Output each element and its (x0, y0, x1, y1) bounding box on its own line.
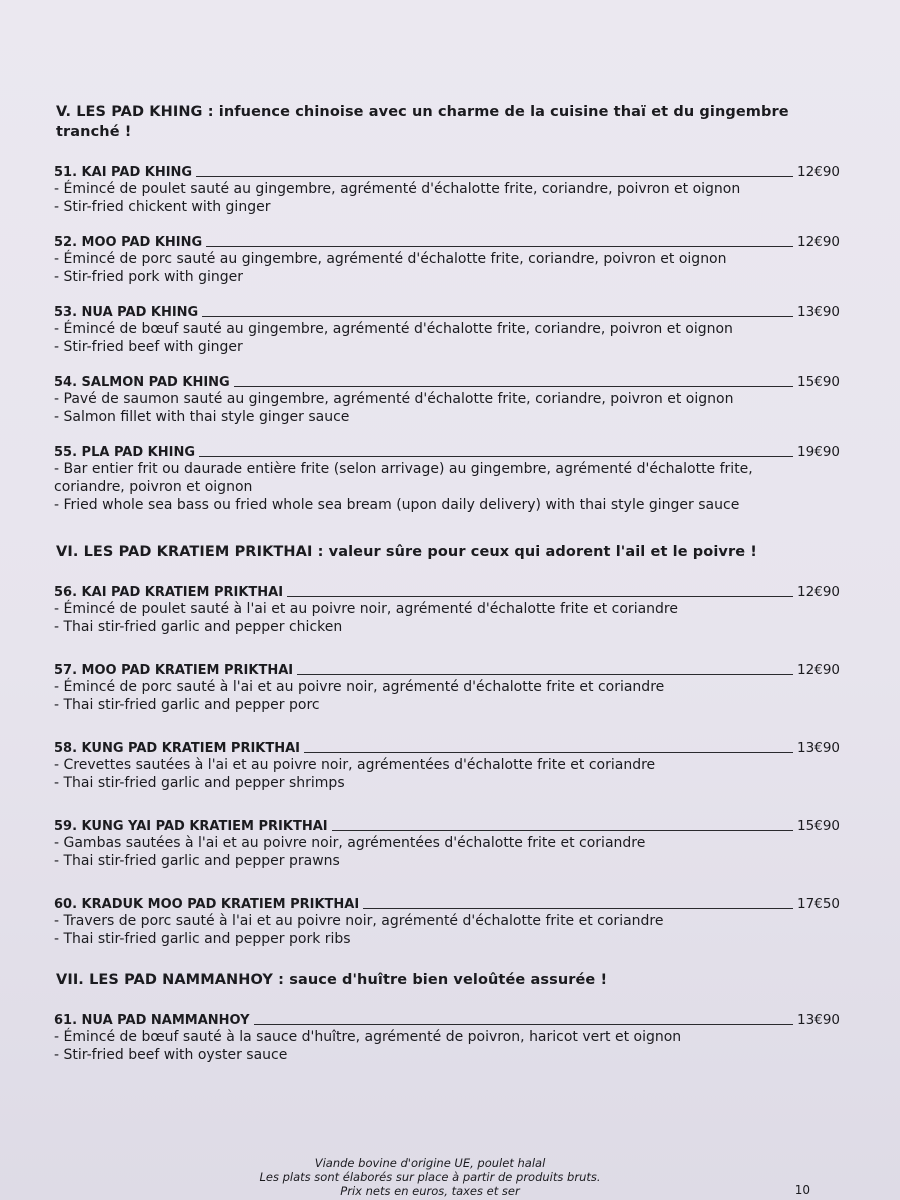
dotted-leader (199, 456, 793, 457)
dish-description: - Fried whole sea bass ou fried whole sea bream (upon daily delivery) with thai style ginger sauce (54, 497, 740, 513)
menu-item-header (54, 1008, 840, 1028)
dish-description: coriandre, poivron et oignon (54, 479, 253, 495)
menu-item-header (54, 892, 840, 912)
dish-description: - Émincé de bœuf sauté à la sauce d'huître, agrémenté de poivron, haricot vert et oignon (54, 1029, 682, 1045)
menu-item-header (54, 658, 840, 678)
dish-description: - Bar entier frit ou daurade entière frite (selon arrivage) au gingembre, agrémenté d'échalotte frite, (54, 461, 753, 477)
menu-item-header (54, 736, 840, 756)
footer-line: Viande bovine d'origine UE, poulet halal (314, 1156, 546, 1170)
menu-item-header (54, 440, 840, 460)
menu-item (54, 892, 840, 948)
dish-name: 53. NUA PAD KHING (54, 305, 199, 320)
dish-price: 12€90 (797, 234, 840, 250)
dish-price: 15€90 (797, 818, 840, 834)
dish-description: - Stir-fried pork with ginger (54, 269, 244, 285)
menu-item-header (54, 230, 840, 250)
dish-name: 51. KAI PAD KHING (54, 165, 193, 180)
menu-item (54, 300, 840, 356)
dotted-leader (202, 316, 793, 317)
menu-item (54, 814, 840, 870)
dish-description: - Thai stir-fried garlic and pepper pork ribs (54, 931, 351, 947)
menu-section (26, 970, 840, 1064)
menu-section (26, 542, 840, 948)
dish-price: 12€90 (797, 662, 840, 678)
menu-item-header (54, 370, 840, 390)
dish-price: 13€90 (797, 304, 840, 320)
dotted-leader (287, 596, 793, 597)
dish-name: 60. KRADUK MOO PAD KRATIEM PRIKTHAI (54, 897, 360, 912)
dotted-leader (363, 908, 793, 909)
dish-name: 57. MOO PAD KRATIEM PRIKTHAI (54, 663, 294, 678)
menu-item (54, 370, 840, 426)
dish-name: 55. PLA PAD KHING (54, 445, 196, 460)
menu-footer (200, 1156, 660, 1198)
dish-description: - Émincé de poulet sauté à l'ai et au poivre noir, agrémenté d'échalotte frite et coriandre (54, 601, 678, 617)
dish-description: - Stir-fried beef with ginger (54, 339, 243, 355)
menu-item (54, 160, 840, 216)
section-title: V. LES PAD KHING : infuence chinoise avec un charme de la cuisine thaï et du gingembre tranché ! (56, 104, 789, 140)
page-number: 10 (794, 1183, 810, 1197)
dish-description: - Thai stir-fried garlic and pepper porc (54, 697, 320, 713)
dish-description: - Gambas sautées à l'ai et au poivre noir, agrémentées d'échalotte frite et coriandre (54, 835, 646, 851)
dish-price: 12€90 (797, 164, 840, 180)
dish-description: - Stir-fried chickent with ginger (54, 199, 271, 215)
dish-name: 59. KUNG YAI PAD KRATIEM PRIKTHAI (54, 819, 328, 834)
menu-section (26, 102, 840, 514)
dish-description: - Émincé de poulet sauté au gingembre, agrémenté d'échalotte frite, coriandre, poivron et oignon (54, 181, 741, 197)
section-title: VI. LES PAD KRATIEM PRIKTHAI : valeur sûre pour ceux qui adorent l'ail et le poivre ! (56, 544, 757, 560)
dish-price: 13€90 (797, 740, 840, 756)
dish-description: - Émincé de porc sauté au gingembre, agrémenté d'échalotte frite, coriandre, poivron et oignon (54, 251, 727, 267)
dish-description: - Salmon fillet with thai style ginger sauce (54, 409, 350, 425)
dish-name: 56. KAI PAD KRATIEM PRIKTHAI (54, 585, 284, 600)
section-title: VII. LES PAD NAMMANHOY : sauce d'huître bien veloûtée assurée ! (56, 972, 608, 988)
dish-description: - Stir-fried beef with oyster sauce (54, 1047, 288, 1063)
dish-name: 52. MOO PAD KHING (54, 235, 203, 250)
dish-description: - Thai stir-fried garlic and pepper prawns (54, 853, 340, 869)
dish-description: - Émincé de porc sauté à l'ai et au poivre noir, agrémenté d'échalotte frite et coriandre (54, 679, 665, 695)
dotted-leader (297, 674, 793, 675)
menu-item (54, 580, 840, 636)
dish-price: 19€90 (797, 444, 840, 460)
dish-description: - Thai stir-fried garlic and pepper shrimps (54, 775, 345, 791)
menu-item-header (54, 300, 840, 320)
footer-line: Les plats sont élaborés sur place à partir de produits bruts. (259, 1170, 601, 1184)
dish-description: - Thai stir-fried garlic and pepper chicken (54, 619, 343, 635)
dish-description: - Travers de porc sauté à l'ai et au poivre noir, agrémenté d'échalotte frite et coriandre (54, 913, 664, 929)
dotted-leader (206, 246, 793, 247)
dotted-leader (234, 386, 793, 387)
menu-item (54, 230, 840, 286)
dish-description: - Émincé de bœuf sauté au gingembre, agrémenté d'échalotte frite, coriandre, poivron et oignon (54, 321, 733, 337)
menu-item (54, 658, 840, 714)
dish-price: 13€90 (797, 1012, 840, 1028)
dish-name: 58. KUNG PAD KRATIEM PRIKTHAI (54, 741, 301, 756)
menu-item (54, 736, 840, 792)
menu-item (54, 440, 840, 514)
dish-description: - Pavé de saumon sauté au gingembre, agrémenté d'échalotte frite, coriandre, poivron et oignon (54, 391, 734, 407)
menu-item-header (54, 580, 840, 600)
dish-description: - Crevettes sautées à l'ai et au poivre noir, agrémentées d'échalotte frite et coriandre (54, 757, 656, 773)
dish-price: 12€90 (797, 584, 840, 600)
dotted-leader (332, 830, 793, 831)
dotted-leader (304, 752, 793, 753)
menu-item (54, 1008, 840, 1064)
dish-name: 61. NUA PAD NAMMANHOY (54, 1013, 250, 1028)
dotted-leader (254, 1024, 794, 1025)
dish-name: 54. SALMON PAD KHING (54, 375, 230, 390)
menu-item-header (54, 814, 840, 834)
dish-price: 15€90 (797, 374, 840, 390)
dish-price: 17€50 (797, 896, 840, 912)
footer-line: Prix nets en euros, taxes et ser (340, 1184, 520, 1198)
menu-item-header (54, 160, 840, 180)
dotted-leader (196, 176, 793, 177)
